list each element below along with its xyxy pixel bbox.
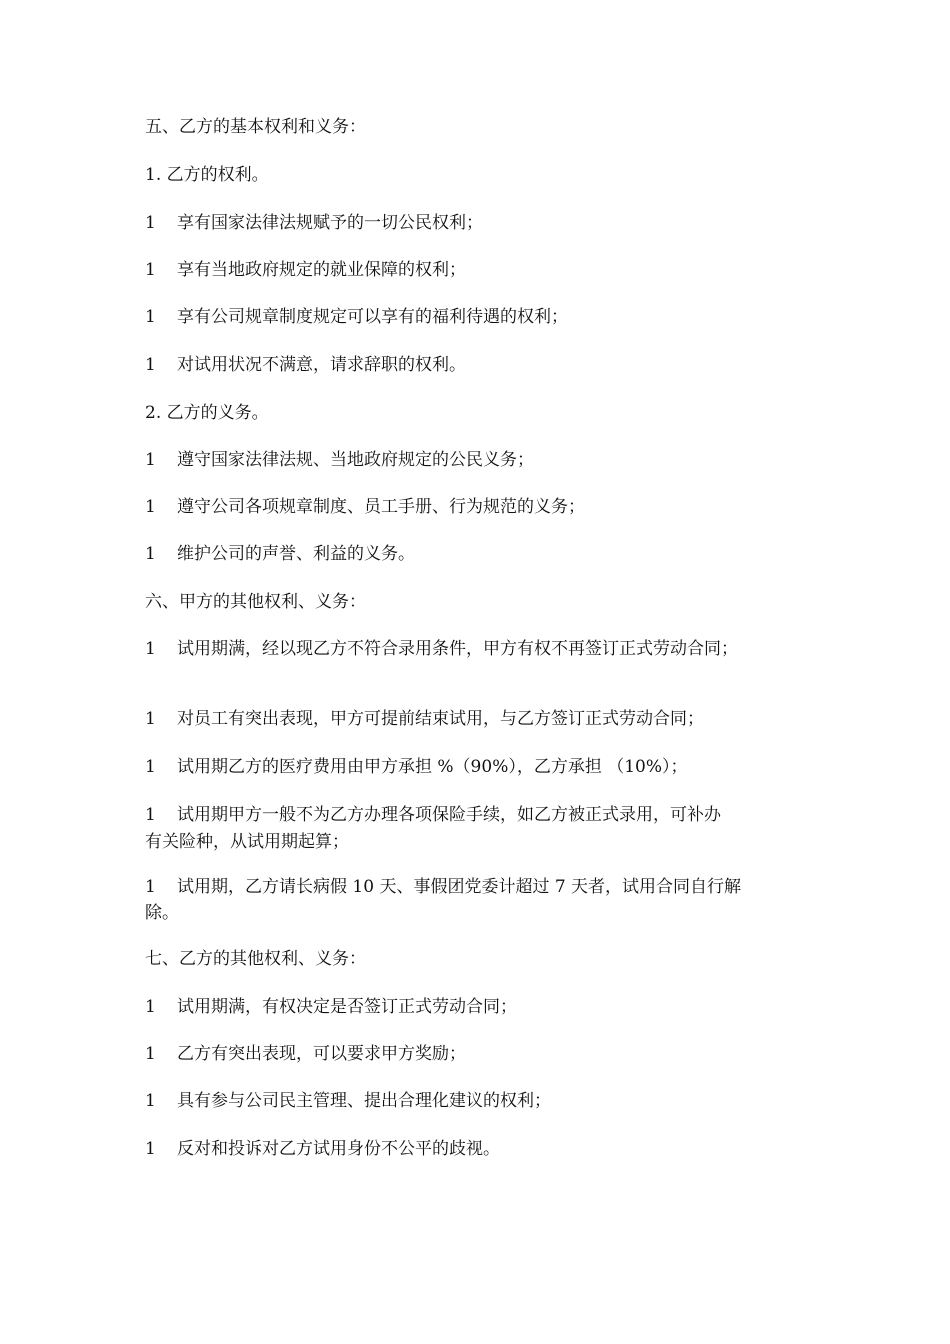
list-item: 1 遵守国家法律法规、当地政府规定的公民义务； xyxy=(145,450,534,470)
list-item: 1 试用期满，有权决定是否签订正式劳动合同； xyxy=(145,997,517,1017)
list-item: 1 遵守公司各项规章制度、员工手册、行为规范的义务； xyxy=(145,497,585,517)
list-item: 1 乙方有突出表现，可以要求甲方奖励； xyxy=(145,1044,466,1064)
list-item: 1 试用期，乙方请长病假 10 天、事假团党委计超过 7 天者，试用合同自行解 xyxy=(145,877,742,897)
list-item: 1 享有公司规章制度规定可以享有的福利待遇的权利； xyxy=(145,307,568,327)
section-heading-5: 五、乙方的基本权利和义务： xyxy=(145,117,366,137)
list-item: 1 反对和投诉对乙方试用身份不公平的歧视。 xyxy=(145,1139,500,1159)
list-item: 1 对员工有突出表现，甲方可提前结束试用，与乙方签订正式劳动合同； xyxy=(145,709,704,729)
subheading-rights: 1. 乙方的权利。 xyxy=(145,165,269,185)
list-item: 1 试用期满，经以现乙方不符合录用条件，甲方有权不再签订正式劳动合同； xyxy=(145,639,738,659)
list-item: 1 享有当地政府规定的就业保障的权利； xyxy=(145,260,466,280)
list-item: 1 维护公司的声誉、利益的义务。 xyxy=(145,544,415,564)
list-item: 1 试用期甲方一般不为乙方办理各项保险手续，如乙方被正式录用，可补办 xyxy=(145,805,721,825)
list-item: 1 具有参与公司民主管理、提出合理化建议的权利； xyxy=(145,1091,551,1111)
list-item-continuation: 有关险种，从试用期起算； xyxy=(145,832,349,852)
list-item: 1 享有国家法律法规赋予的一切公民权利； xyxy=(145,213,483,233)
subheading-obligations: 2. 乙方的义务。 xyxy=(145,403,269,423)
section-heading-7: 七、乙方的其他权利、义务： xyxy=(145,949,366,969)
list-item: 1 试用期乙方的医疗费用由甲方承担 %（90%），乙方承担 （10%）； xyxy=(145,757,688,777)
list-item: 1 对试用状况不满意，请求辞职的权利。 xyxy=(145,355,466,375)
section-heading-6: 六、甲方的其他权利、义务： xyxy=(145,592,366,612)
list-item-continuation: 除。 xyxy=(145,903,179,923)
